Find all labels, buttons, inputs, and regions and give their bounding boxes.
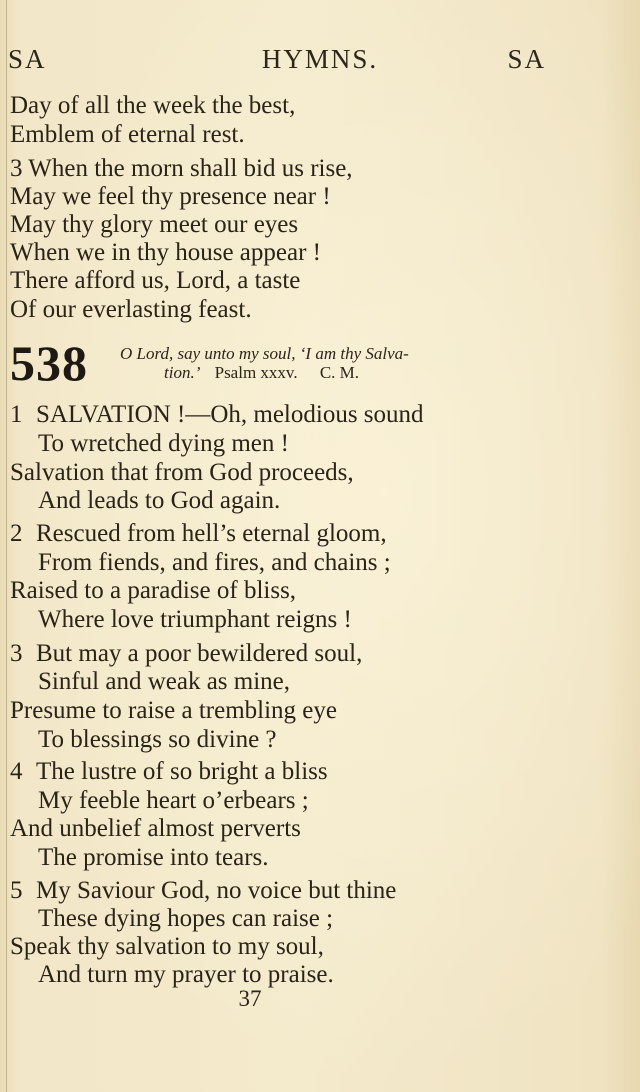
- verse-text: But may a poor bewildered soul,: [36, 640, 363, 667]
- verse-line: [10, 401, 424, 429]
- page-edge-line: [6, 0, 7, 1092]
- verse-line: Sinful and weak as mine,: [38, 668, 291, 695]
- verse-line: To wretched dying men !: [38, 430, 289, 457]
- verse-line: From fiends, and fires, and chains ;: [38, 549, 391, 576]
- verse-number: 1: [10, 401, 23, 428]
- verse-text: Rescued from hell’s eternal gloom,: [36, 520, 387, 547]
- verse-line: And unbelief almost perverts: [10, 815, 301, 842]
- running-head-left: SA: [8, 44, 47, 74]
- verse-line: [10, 758, 328, 786]
- running-head-title: HYMNS.: [261, 44, 379, 74]
- verse-line: Presume to raise a trembling eye: [10, 697, 337, 724]
- verse-text: The lustre of so bright a bliss: [36, 758, 328, 785]
- hymn-psalm: Psalm xxxv.: [214, 363, 298, 382]
- verse-number: 4: [10, 758, 23, 785]
- verse-line: These dying hopes can raise ;: [38, 905, 334, 932]
- hymn-reference-line2: [164, 362, 359, 383]
- verse-number: 5: [10, 877, 23, 904]
- hymn-reference-text: O Lord, say unto my soul, ‘I am thy Salva-: [120, 344, 409, 363]
- prev-hymn-line: Emblem of eternal rest.: [10, 121, 245, 148]
- hymn-meter: C. M.: [319, 363, 360, 382]
- verse-line: My feeble heart o’erbears ;: [38, 787, 309, 814]
- page-number: 37: [238, 986, 262, 1011]
- running-head-right: SA: [507, 44, 546, 74]
- verse-line: Speak thy salvation to my soul,: [10, 933, 324, 960]
- verse-text: My Saviour God, no voice but thine: [36, 877, 397, 904]
- hymn-reference-line1: [120, 343, 409, 364]
- prev-hymn-line: Of our everlasting feast.: [10, 296, 252, 323]
- verse-line: To blessings so divine ?: [38, 726, 277, 753]
- verse-line: And leads to God again.: [38, 487, 281, 514]
- prev-hymn-line: May thy glory meet our eyes: [10, 211, 299, 238]
- prev-hymn-line: May we feel thy presence near !: [10, 183, 331, 210]
- verse-line: [10, 640, 362, 668]
- verse-line: The promise into tears.: [38, 844, 269, 871]
- prev-hymn-line: Day of all the week the best,: [10, 92, 296, 119]
- prev-hymn-line: There afford us, Lord, a taste: [10, 267, 301, 294]
- verse-text: SALVATION !—Oh, melodious sound: [36, 401, 424, 428]
- verse-line: [10, 877, 396, 905]
- hymn-reference-italic: tion.’: [164, 363, 201, 382]
- verse-line: Where love triumphant reigns !: [38, 606, 352, 633]
- verse-line: Raised to a paradise of bliss,: [10, 577, 297, 604]
- verse-line: [10, 520, 387, 548]
- verse-number: 3: [10, 640, 23, 667]
- prev-hymn-line: 3 When the morn shall bid us rise,: [10, 155, 353, 182]
- verse-line: And turn my prayer to praise.: [38, 961, 334, 988]
- prev-hymn-line: When we in thy house appear !: [10, 239, 321, 266]
- verse-line: Salvation that from God proceeds,: [10, 459, 354, 486]
- verse-number: 2: [10, 520, 23, 547]
- hymn-number: 538: [10, 335, 88, 391]
